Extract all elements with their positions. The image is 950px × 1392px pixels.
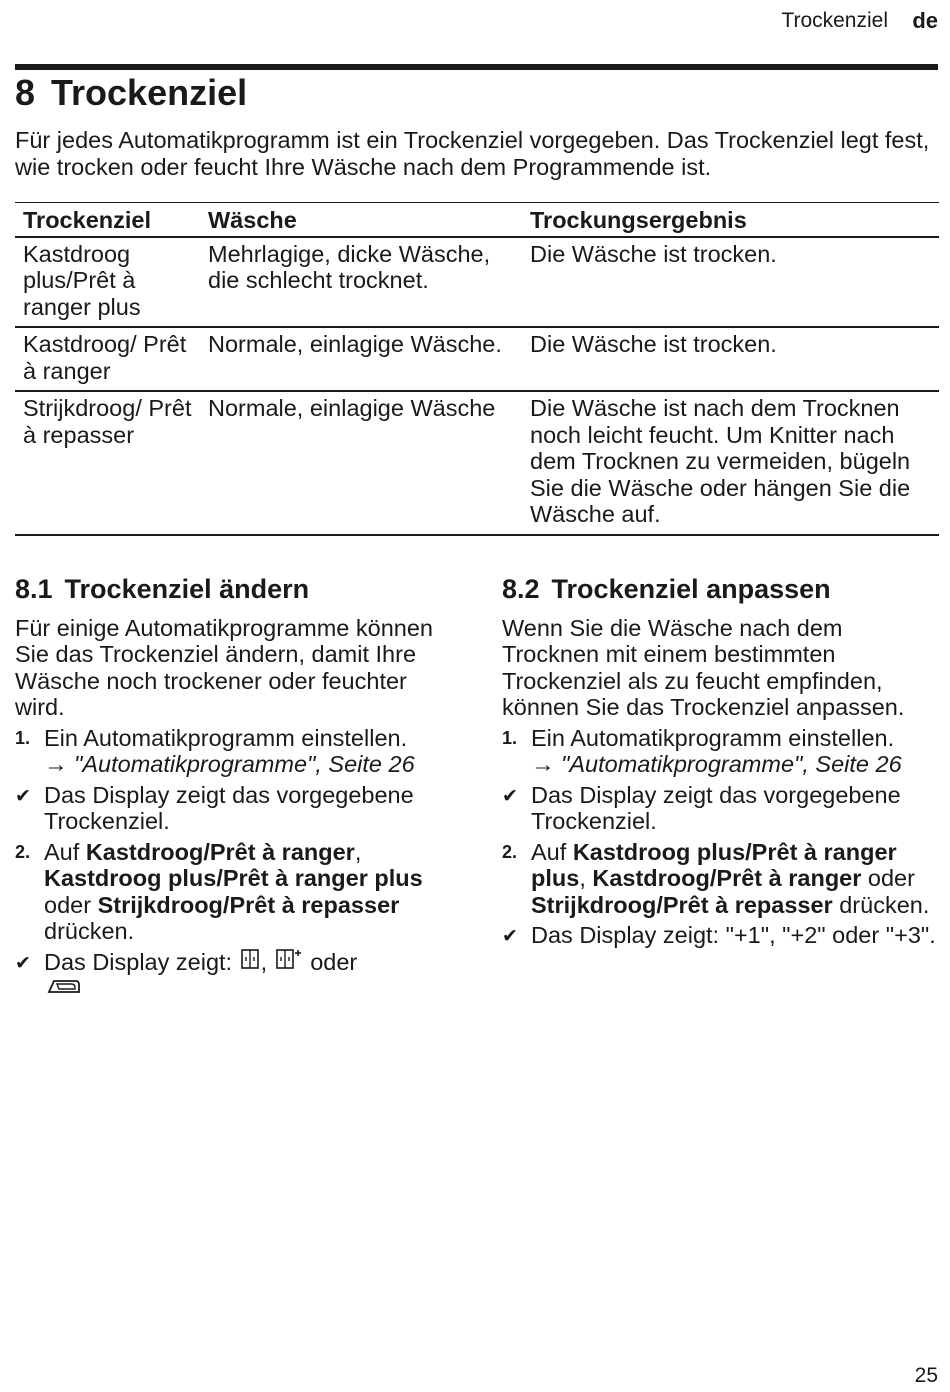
- cabinet-dry-icon: [239, 949, 261, 972]
- page-number: 25: [914, 1364, 938, 1387]
- separator: ,: [579, 865, 586, 891]
- iron-icon: [44, 977, 84, 998]
- step-item: [15, 839, 450, 945]
- header-section-label: Trockenziel: [781, 9, 888, 32]
- result-text: oder: [310, 948, 358, 975]
- result-text: Das Display zeigt das vorgegebene Trockenziel.: [44, 781, 414, 834]
- result-item: [502, 782, 942, 835]
- option-label: Kastdroog/Prêt à ranger: [592, 865, 862, 891]
- table-header: Wäsche: [200, 203, 522, 237]
- result-text: Das Display zeigt das vorgegebene Trockenziel.: [531, 781, 901, 834]
- section-number: 8.2: [502, 574, 540, 604]
- step-item: [502, 725, 942, 778]
- table-row: [15, 327, 939, 391]
- step-number: 1.: [502, 727, 518, 748]
- display-value: "+3": [885, 922, 930, 948]
- step-number: 2.: [502, 841, 518, 862]
- cross-reference-link[interactable]: → "Automatikprogramme", Seite 26: [531, 751, 902, 777]
- top-rule: [15, 64, 938, 70]
- table-header: Trockungsergebnis: [522, 203, 939, 237]
- step-number: 2.: [15, 841, 31, 862]
- option-label: Kastdroog plus/Prêt à ranger plus: [44, 865, 423, 891]
- section-title: Trockenziel anpassen: [551, 574, 831, 604]
- table-cell: Strijkdroog/ Prêt à repasser: [15, 391, 200, 535]
- option-label: Strijkdroog/Prêt à repasser: [97, 891, 400, 918]
- table-row: [15, 237, 939, 328]
- table-cell: Normale, einlagige Wäsche: [200, 391, 522, 535]
- separator: .: [929, 922, 936, 948]
- step-text: Auf: [531, 838, 567, 865]
- chapter-intro: Für jedes Automatikprogramm ist ein Trockenziel vorgegeben. Das Trockenziel legt fest, wie trocken oder feucht Ihre Wäsche nach dem Programmende ist.: [15, 127, 930, 180]
- cabinet-dry-plus-icon: [274, 949, 304, 972]
- step-text: oder: [867, 865, 915, 891]
- display-value: "+2": [782, 922, 826, 948]
- option-label: Strijkdroog/Prêt à repasser: [531, 891, 833, 918]
- section-intro: Für einige Automatikprogramme können Sie das Trockenziel ändern, damit Ihre Wäsche noch trockener oder feuchter wird.: [15, 614, 433, 720]
- result-item: [15, 782, 450, 835]
- separator: ,: [260, 948, 268, 975]
- table-cell: Kastdroog plus/Prêt à ranger plus: [15, 237, 200, 328]
- table-cell: Die Wäsche ist nach dem Trocknen noch leicht feucht. Um Knitter nach dem Trocknen zu vermeiden, bügeln Sie die Wäsche oder hängen Sie die Wäsche auf.: [522, 391, 939, 535]
- section-heading: [502, 576, 942, 603]
- header-language: de: [912, 8, 938, 33]
- section-title: Trockenziel ändern: [64, 574, 310, 604]
- section-change-goal: [15, 576, 450, 1006]
- result-text: Das Display zeigt:: [531, 922, 720, 948]
- step-item: [502, 839, 942, 919]
- option-label: Kastdroog/Prêt à ranger: [85, 838, 355, 865]
- table-cell: Kastdroog/ Prêt à ranger: [15, 327, 200, 391]
- step-item: [15, 725, 450, 778]
- table-cell: Normale, einlagige Wäsche.: [200, 327, 522, 391]
- step-text: Auf: [44, 838, 80, 865]
- table-header-row: [15, 203, 939, 237]
- table-header: Trockenziel: [15, 203, 200, 237]
- chapter-title: [15, 72, 247, 114]
- section-number: 8.1: [15, 574, 53, 604]
- checkmark-icon: ✔: [15, 785, 31, 807]
- table-cell: Die Wäsche ist trocken.: [522, 327, 939, 391]
- checkmark-icon: ✔: [502, 785, 518, 807]
- result-text: oder: [832, 922, 880, 948]
- chapter-title-text: Trockenziel: [51, 72, 248, 113]
- step-text: Ein Automatikprogramm einstellen.: [531, 724, 895, 751]
- table-cell: Mehrlagige, dicke Wäsche, die schlecht trocknet.: [200, 237, 522, 328]
- display-value: "+1": [725, 922, 770, 948]
- option-label: Kastdroog plus/Prêt à ranger plus: [531, 838, 897, 891]
- table-cell: Die Wäsche ist trocken.: [522, 237, 939, 328]
- step-text: Ein Automatikprogramm einstellen.: [44, 724, 408, 751]
- checkmark-icon: ✔: [502, 926, 518, 947]
- checkmark-icon: ✔: [15, 952, 31, 974]
- step-text: drücken.: [839, 891, 930, 918]
- result-item: [15, 949, 450, 1002]
- section-adjust-goal: [502, 576, 942, 953]
- chapter-number: 8: [15, 72, 36, 113]
- section-intro: Wenn Sie die Wäsche nach dem Trocknen mit einem bestimmten Trockenziel als zu feucht empfinden, können Sie das Trockenziel anpassen.: [502, 614, 905, 720]
- step-text: drücken.: [44, 918, 135, 944]
- separator: ,: [354, 838, 362, 865]
- cross-reference-link[interactable]: → "Automatikprogramme", Seite 26: [44, 751, 415, 777]
- result-text: Das Display zeigt:: [44, 948, 233, 975]
- table-row: [15, 391, 939, 535]
- separator: ,: [769, 922, 776, 948]
- drying-goal-table: [15, 202, 939, 536]
- step-text: oder: [44, 891, 92, 918]
- section-heading: [15, 576, 450, 603]
- result-item: [502, 922, 942, 949]
- step-number: 1.: [15, 727, 31, 748]
